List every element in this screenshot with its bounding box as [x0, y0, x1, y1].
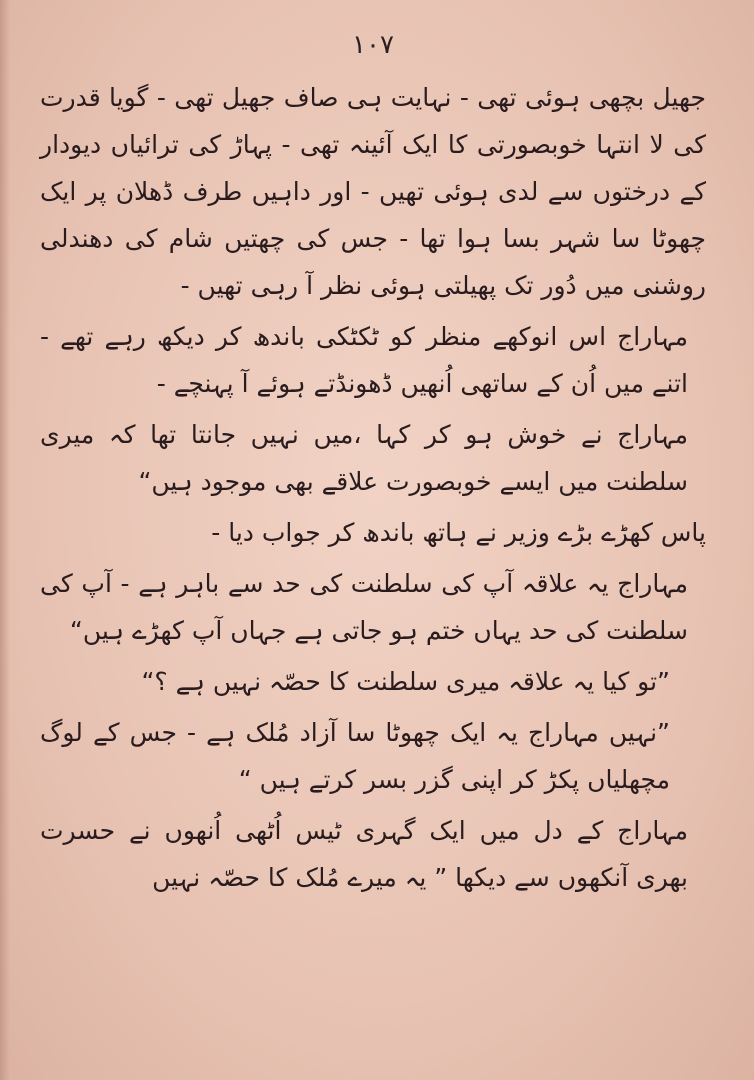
paragraph: مہاراج اس انوکھے منظر کو ٹکٹکی باندھ کر دیکھ رہے تھے - اتنے میں اُن کے ساتھی اُنھیں ڈھونڈتے ہوئے آ پہنچے -	[40, 322, 688, 398]
paragraph: ”نہیں مہاراج یہ ایک چھوٹا سا آزاد مُلک ہے - جس کے لوگ مچھلیاں پکڑ کر اپنی گزر بسر کرتے ہیں “	[40, 718, 670, 794]
paragraph: ”تو کیا یہ علاقہ میری سلطنت کا حصّہ نہیں ہے ؟“	[141, 667, 670, 696]
paragraph: جھیل بچھی ہوئی تھی - نہایت ہی صاف جھیل تھی - گویا قدرت کی لا انتہا خوبصورتی کا ایک آئینہ تھی - پہاڑ کی ترائیاں دیودار کے درختوں سے لدی ہوئی تھیں - اور داہیں طرف ڈھلان پر ایک چھوٹا سا شہر بسا ہوا تھا - جس کی چھتیں شام کی دھندلی روشنی میں دُور تک پھیلتی ہوئی نظر آ رہی تھیں -	[40, 83, 706, 300]
paragraph: مہاراج کے دل میں ایک گہری ٹیس اُٹھی اُنھوں نے حسرت بھری آنکھوں سے دیکھا ” یہ میرے مُلک کا حصّہ نہیں	[40, 816, 688, 892]
page-number: ۱۰۷	[352, 30, 394, 60]
paragraph: مہاراج یہ علاقہ آپ کی سلطنت کی حد سے باہر ہے - آپ کی سلطنت کی حد یہاں ختم ہو جاتی ہے جہاں آپ کھڑے ہیں“	[40, 569, 688, 645]
paragraph: پاس کھڑے بڑے وزیر نے ہاتھ باندھ کر جواب دیا -	[211, 518, 706, 547]
paragraph: مہاراج نے خوش ہو کر کہا ،میں نہیں جانتا تھا کہ میری سلطنت میں ایسے خوبصورت علاقے بھی موجود ہیں“	[40, 420, 688, 496]
page-text	[40, 74, 706, 901]
page-spine-shadow	[0, 0, 10, 1080]
